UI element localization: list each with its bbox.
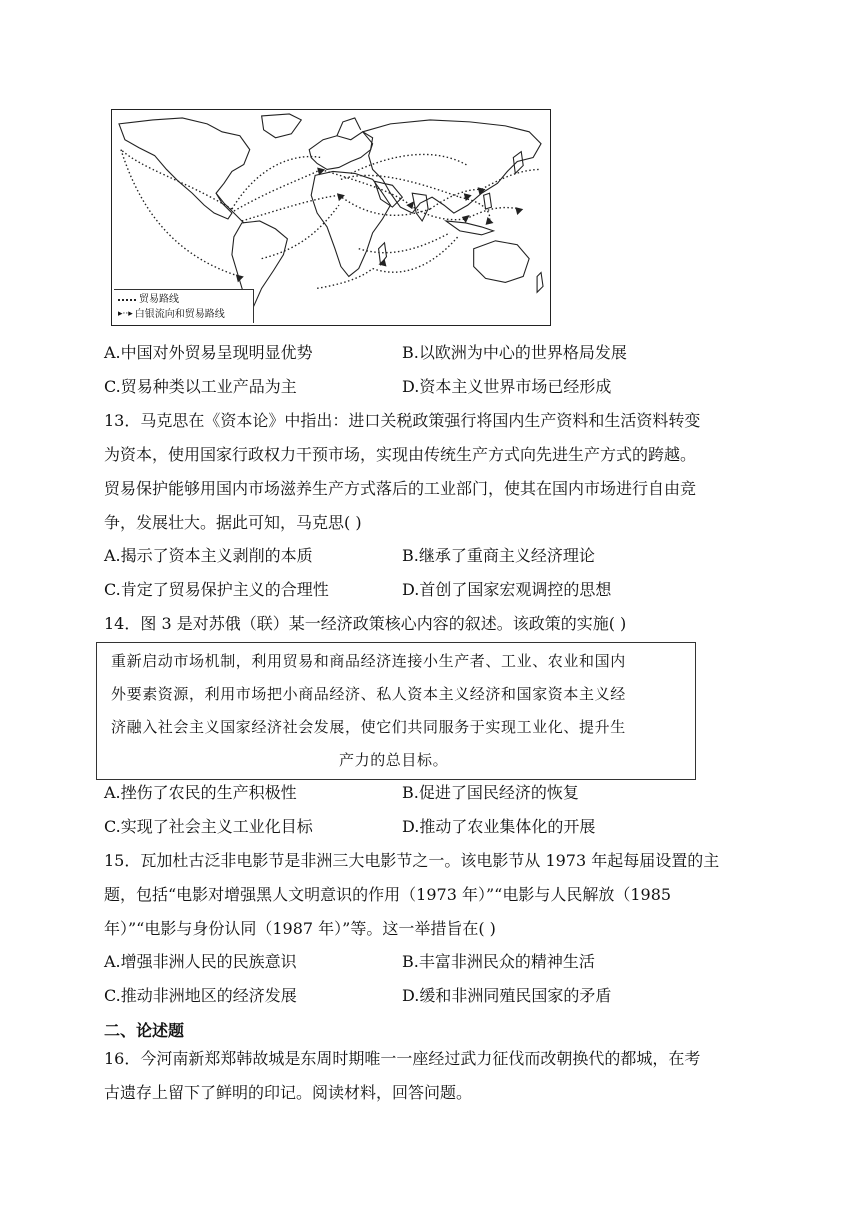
q14-option-b: B.促进了国民经济的恢复 xyxy=(402,783,579,802)
q14-quote-line-4: 产力的总目标。 xyxy=(339,751,449,769)
dotted-line-icon xyxy=(118,299,136,301)
q14-quote-line-1: 重新启动市场机制，利用贸易和商品经济连接小生产者、工业、农业和国内 xyxy=(111,652,626,670)
legend-row-trade xyxy=(118,292,249,307)
legend-row-silver xyxy=(118,307,249,322)
india-outline xyxy=(412,193,428,221)
q12-option-b: B.以欧洲为中心的世界格局发展 xyxy=(402,343,627,362)
new-zealand-outline xyxy=(537,272,543,292)
q13-stem-line-1: 13．马克思在《资本论》中指出：进口关税政策强行将国内生产资料和生活资料转变 xyxy=(104,411,701,430)
japan-outline xyxy=(513,152,523,174)
europe-outline xyxy=(309,132,372,170)
q13-option-d: D.首创了国家宏观调控的思想 xyxy=(402,580,612,599)
greenland-outline xyxy=(262,114,302,138)
q15-option-b: B.丰富非洲民众的精神生活 xyxy=(402,952,595,971)
scandinavia-outline xyxy=(337,118,361,136)
legend-trade-label: 贸易路线 xyxy=(139,294,179,305)
q12-option-d: D.资本主义世界市场已经形成 xyxy=(402,377,612,396)
q14-option-c: C.实现了社会主义工业化目标 xyxy=(104,817,313,836)
q13-stem-line-3: 贸易保护能够用国内市场滋养生产方式落后的工业部门，使其在国内市场进行自由竞 xyxy=(104,479,697,498)
q13-stem-line-4: 争，发展壮大。据此可知，马克思( ) xyxy=(104,513,362,532)
q13-stem-line-2: 为资本，使用国家行政权力干预市场，实现由传统生产方式向先进生产方式的跨越。 xyxy=(104,445,697,464)
australia-outline xyxy=(474,241,529,283)
q12-option-c: C.贸易种类以工业产品为主 xyxy=(104,377,297,396)
trade-routes xyxy=(121,150,541,289)
q12-option-a: A.中国对外贸易呈现明显优势 xyxy=(104,343,313,362)
philippines-outline xyxy=(484,193,492,209)
q13-option-b: B.继承了重商主义经济理论 xyxy=(402,546,595,565)
q13-option-a: A.揭示了资本主义剥削的本质 xyxy=(104,546,313,565)
q15-stem-line-1: 15．瓦加杜古泛非电影节是非洲三大电影节之一。该电影节从 1973 年起每届设置的主 xyxy=(104,851,720,870)
q13-option-c: C.肯定了贸易保护主义的合理性 xyxy=(104,580,329,599)
silver-flow-arrows xyxy=(236,167,523,282)
world-trade-map xyxy=(111,109,551,326)
map-legend xyxy=(114,289,254,323)
q14-quote-line-3: 济融入社会主义国家经济社会发展，使它们共同服务于实现工业化、提升生 xyxy=(111,718,626,736)
q14-option-d: D.推动了农业集体化的开展 xyxy=(402,817,596,836)
north-america-outline xyxy=(119,118,250,219)
q14-stem: 14．图 3 是对苏俄（联）某一经济政策核心内容的叙述。该政策的实施( ) xyxy=(104,614,627,633)
legend-silver-label: 白银流向和贸易路线 xyxy=(134,309,225,320)
q15-option-a: A.增强非洲人民的民族意识 xyxy=(104,952,297,971)
section-heading-essay: 二、论述题 xyxy=(104,1021,185,1040)
q15-option-d: D.缓和非洲同殖民国家的矛盾 xyxy=(402,986,612,1005)
q14-option-a: A.挫伤了农民的生产积极性 xyxy=(104,783,297,802)
q15-stem-line-3: 年）”“电影与身份认同（1987 年）”等。这一举措旨在( ) xyxy=(104,919,496,938)
central-america-outline xyxy=(216,193,244,223)
q14-quote-line-2: 外要素资源，利用市场把小商品经济、私人资本主义经济和国家资本主义经 xyxy=(111,685,626,703)
q16-stem-line-2: 古遗存上留下了鲜明的印记。阅读材料，回答问题。 xyxy=(104,1083,473,1102)
arrow-line-icon: ▸··▸ xyxy=(118,309,133,319)
q15-stem-line-2: 题，包括“电影对增强黑人文明意识的作用（1973 年）”“电影与人民解放（1985 xyxy=(104,885,672,904)
q14-quote-box xyxy=(96,642,696,780)
q16-stem-line-1: 16．今河南新郑郑韩故城是东周时期唯一一座经过武力征伐而改朝换代的都城，在考 xyxy=(104,1049,701,1068)
q15-option-c: C.推动非洲地区的经济发展 xyxy=(104,986,297,1005)
